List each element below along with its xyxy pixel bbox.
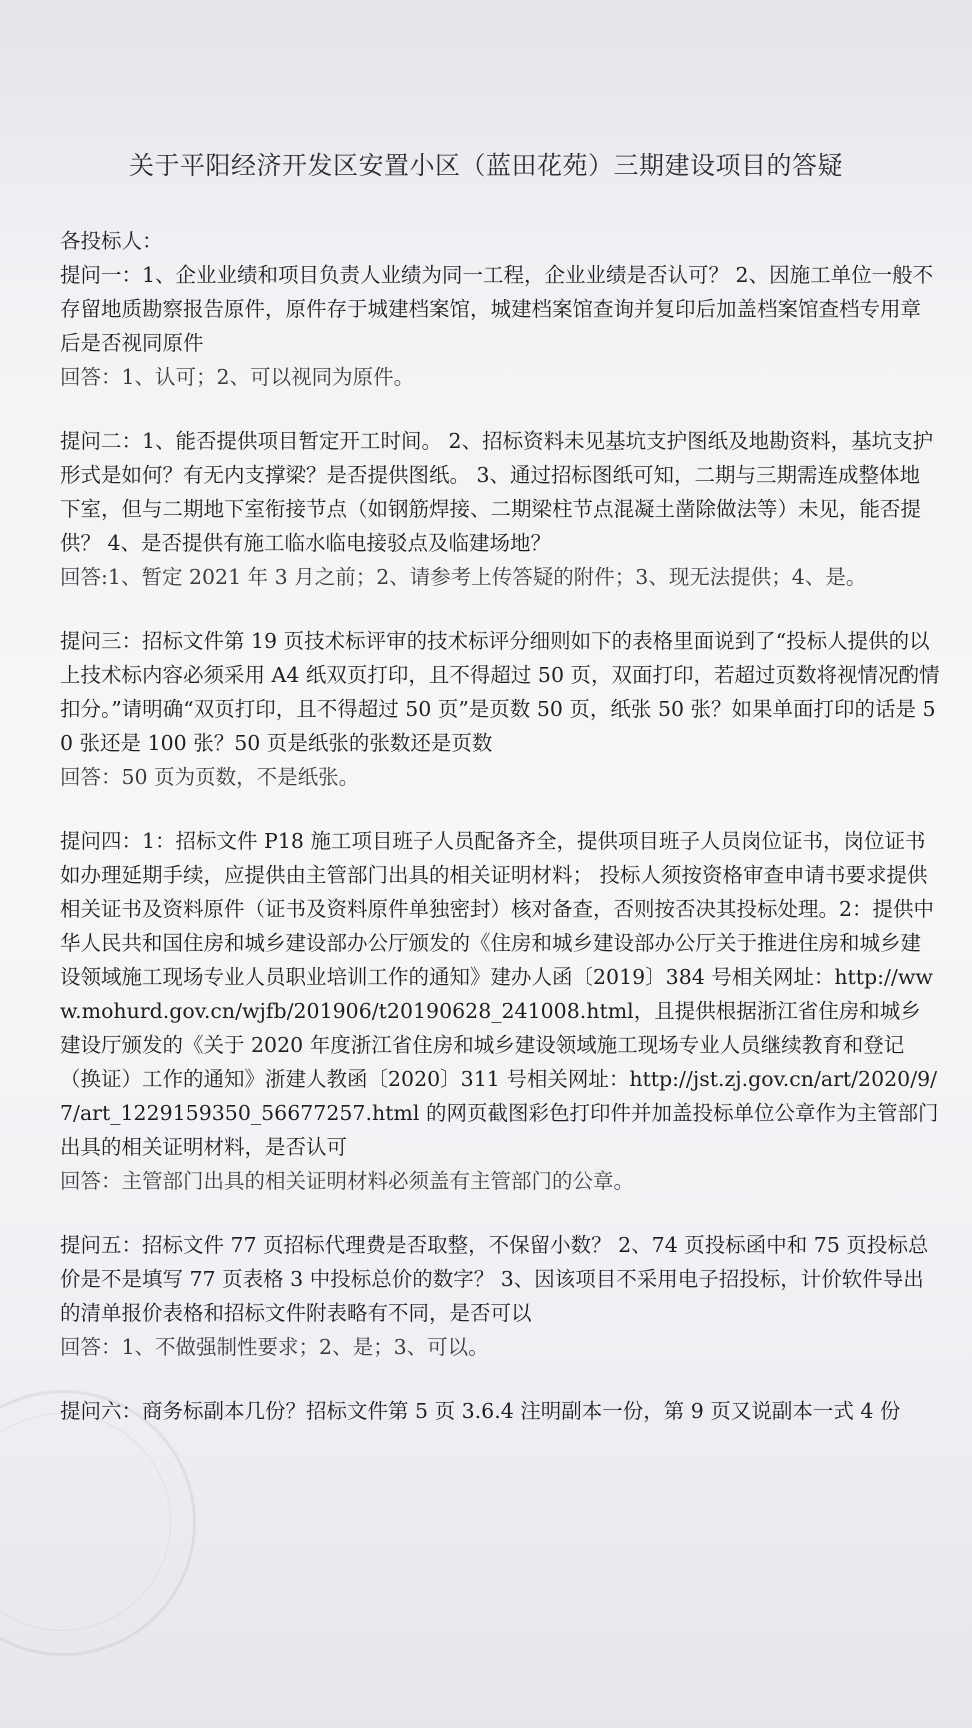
qa-item-2 xyxy=(60,424,940,594)
question-4: 提问四：1：招标文件 P18 施工项目班子人员配备齐全，提供项目班子人员岗位证书，岗位证书如办理延期手续，应提供由主管部门出具的相关证明材料； 投标人须按资格审查申请书要求提供相关证书及资料原件（证书及资料原件单独密封）核对备查，否则按否决其投标处理。2：提供中华人民共和国住房和城乡建设部办公厅颁发的《住房和城乡建设部办公厅关于推进住房和城乡建设领域施工现场专业人员职业培训工作的通知》建办人函〔2019〕384 号相关网址：http://www.mohurd.gov.cn/wjfb/201906/t20190628_241008.html，且提供根据浙江省住房和城乡建设厅颁发的《关于 2020 年度浙江省住房和城乡建设领域施工现场专业人员继续教育和登记（换证）工作的通知》浙建人教函〔2020〕311 号相关网址：http://jst.zj.gov.cn/art/2020/9/7/art_1229159350_56677257.html 的网页截图彩色打印件并加盖投标单位公章作为主管部门出具的相关证明材料，是否认可 xyxy=(60,829,939,1159)
question-2: 提问二：1、能否提供项目暂定开工时间。 2、招标资料未见基坑支护图纸及地勘资料，基坑支护形式是如何？有无内支撑梁？是否提供图纸。 3、通过招标图纸可知，二期与三期需连成整体地下室，但与二期地下室衔接节点（如钢筋焊接、二期梁柱节点混凝土凿除做法等）未见，能否提供？ 4、是否提供有施工临水临电接驳点及临建场地？ xyxy=(60,429,934,555)
qa-item-4 xyxy=(60,824,940,1198)
answer-3: 回答：50 页为页数，不是纸张。 xyxy=(60,765,360,789)
question-3: 提问三：招标文件第 19 页技术标评审的技术标评分细则如下的表格里面说到了“投标人提供的以上技术标内容必须采用 A4 纸双页打印，且不得超过 50 页，双面打印，若超过页数将视情况酌情扣分。”请明确“双页打印，且不得超过 50 页”是页数 50 页，纸张 50 张？如果单面打印的话是 50 张还是 100 张？50 页是纸张的张数还是页数 xyxy=(60,629,940,755)
answer-2: 回答:1、暂定 2021 年 3 月之前；2、请参考上传答疑的附件；3、现无法提供；4、是。 xyxy=(60,565,867,589)
question-6: 提问六：商务标副本几份？招标文件第 5 页 3.6.4 注明副本一份，第 9 页又说副本一式 4 份 xyxy=(60,1399,901,1423)
document-body xyxy=(60,224,940,1458)
question-1: 提问一：1、企业业绩和项目负责人业绩为同一工程，企业业绩是否认可？ 2、因施工单位一般不存留地质勘察报告原件，原件存于城建档案馆，城建档案馆查询并复印后加盖档案馆查档专用章后是否视同原件 xyxy=(60,263,934,355)
greeting: 各投标人： xyxy=(60,229,163,253)
qa-item-3 xyxy=(60,624,940,794)
answer-4: 回答：主管部门出具的相关证明材料必须盖有主管部门的公章。 xyxy=(60,1169,634,1193)
qa-item-5 xyxy=(60,1228,940,1364)
answer-1: 回答：1、认可；2、可以视同为原件。 xyxy=(60,365,415,389)
question-5: 提问五：招标文件 77 页招标代理费是否取整，不保留小数？ 2、74 页投标函中和 75 页投标总价是不是填写 77 页表格 3 中投标总价的数字？ 3、因该项目不采用电子招投标，计价软件导出的清单报价表格和招标文件附表略有不同，是否可以 xyxy=(60,1233,929,1325)
document-title: 关于平阳经济开发区安置小区（蓝田花苑）三期建设项目的答疑 xyxy=(128,151,843,180)
qa-item-6 xyxy=(60,1394,940,1428)
qa-item-1 xyxy=(60,258,940,394)
answer-5: 回答：1、不做强制性要求；2、是；3、可以。 xyxy=(60,1335,489,1359)
